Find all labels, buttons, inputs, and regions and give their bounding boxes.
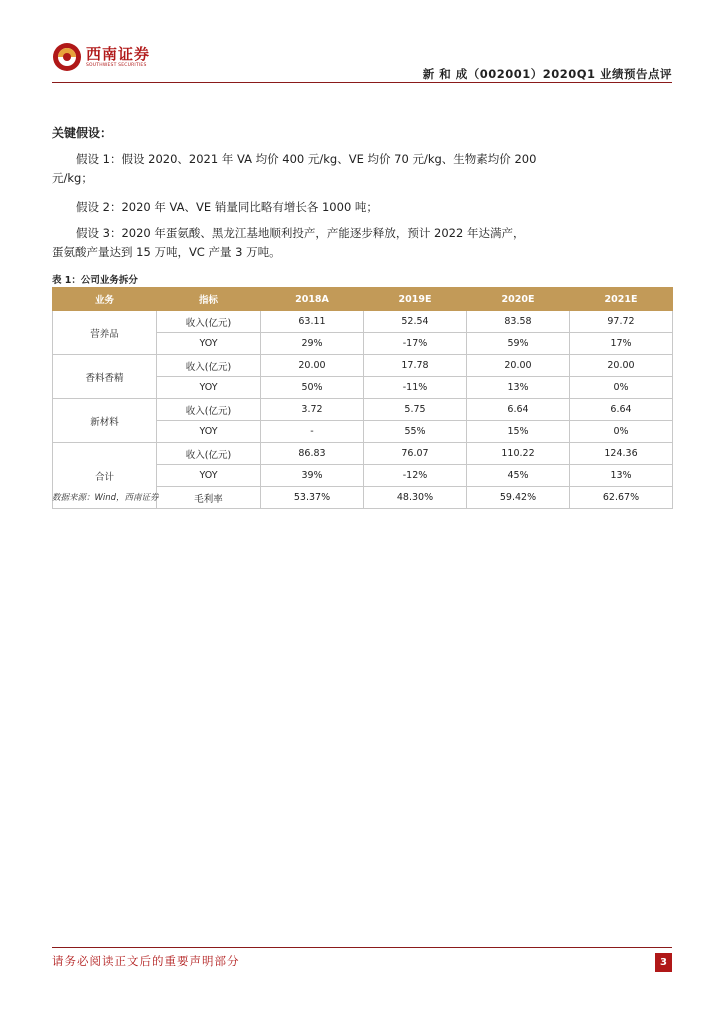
- table-cell: 83.58: [467, 311, 570, 333]
- assumption-3: [52, 224, 542, 262]
- metric-label: 收入(亿元): [157, 355, 261, 377]
- company-logo: [52, 42, 150, 72]
- table-caption: 表 1：公司业务拆分: [52, 275, 138, 286]
- column-header: 指标: [157, 288, 261, 311]
- table-cell: 39%: [261, 465, 364, 487]
- column-header: 2018A: [261, 288, 364, 311]
- table-cell: 20.00: [467, 355, 570, 377]
- table-cell: 59%: [467, 333, 570, 355]
- table-cell: 76.07: [364, 443, 467, 465]
- table-cell: 48.30%: [364, 487, 467, 509]
- table-cell: 62.67%: [570, 487, 673, 509]
- assumption-3-line-2: 蛋氨酸产量达到 15 万吨，VC 产量 3 万吨。: [52, 245, 281, 259]
- metric-label: 收入(亿元): [157, 311, 261, 333]
- table-cell: 17.78: [364, 355, 467, 377]
- table-cell: 13%: [570, 465, 673, 487]
- logo-chinese-name: 西南证券: [86, 45, 151, 63]
- table-row: [53, 399, 673, 421]
- table-cell: 52.54: [364, 311, 467, 333]
- assumption-3-line-1: 假设 3：2020 年蛋氨酸、黑龙江基地顺利投产，产能逐步释放，预计 2022 年达满产，: [76, 226, 525, 240]
- metric-label: YOY: [157, 377, 261, 399]
- table-cell: 86.83: [261, 443, 364, 465]
- metric-label: 收入(亿元): [157, 399, 261, 421]
- table-cell: -17%: [364, 333, 467, 355]
- table-cell: 55%: [364, 421, 467, 443]
- table-row: [53, 443, 673, 465]
- disclaimer-note: 请务必阅读正文后的重要声明部分: [52, 954, 240, 968]
- column-header: 业务: [53, 288, 157, 311]
- table-cell: 5.75: [364, 399, 467, 421]
- business-segment: 营养品: [53, 311, 157, 355]
- business-segment: 新材料: [53, 399, 157, 443]
- table-cell: 15%: [467, 421, 570, 443]
- report-title: 新 和 成（002001）2020Q1 业绩预告点评: [422, 67, 672, 81]
- logo-english-name: SOUTHWEST SECURITIES: [86, 63, 147, 68]
- table-row: [53, 355, 673, 377]
- assumption-1: [52, 150, 542, 188]
- header-divider: [52, 82, 672, 83]
- table-cell: 13%: [467, 377, 570, 399]
- table-cell: 20.00: [570, 355, 673, 377]
- assumption-1-line-2: 元/kg；: [52, 171, 93, 185]
- column-header: 2019E: [364, 288, 467, 311]
- table-cell: 17%: [570, 333, 673, 355]
- page-number: 3: [655, 953, 672, 972]
- table-cell: 3.72: [261, 399, 364, 421]
- metric-label: 收入(亿元): [157, 443, 261, 465]
- table-cell: 97.72: [570, 311, 673, 333]
- column-header: 2021E: [570, 288, 673, 311]
- data-source-note: 数据来源：Wind，西南证券: [52, 493, 159, 503]
- table-row: [53, 311, 673, 333]
- table-cell: -: [261, 421, 364, 443]
- table-cell: 50%: [261, 377, 364, 399]
- table-cell: 6.64: [570, 399, 673, 421]
- business-segment: 香料香精: [53, 355, 157, 399]
- business-breakdown-table: [52, 287, 673, 509]
- section-heading: 关键假设：: [52, 126, 113, 140]
- table-cell: 59.42%: [467, 487, 570, 509]
- business-segment: 合计: [53, 443, 157, 509]
- table-cell: 6.64: [467, 399, 570, 421]
- table-cell: -11%: [364, 377, 467, 399]
- table-cell: 53.37%: [261, 487, 364, 509]
- table-cell: 63.11: [261, 311, 364, 333]
- table-cell: -12%: [364, 465, 467, 487]
- table-cell: 0%: [570, 377, 673, 399]
- metric-label: YOY: [157, 421, 261, 443]
- table-cell: 29%: [261, 333, 364, 355]
- logo-emblem-icon: [52, 42, 82, 72]
- table-cell: 124.36: [570, 443, 673, 465]
- assumption-1-line-1: 假设 1：假设 2020、2021 年 VA 均价 400 元/kg、VE 均价 70 元/kg、生物素均价 200: [76, 152, 537, 166]
- metric-label: YOY: [157, 465, 261, 487]
- table-cell: 0%: [570, 421, 673, 443]
- column-header: 2020E: [467, 288, 570, 311]
- table-cell: 45%: [467, 465, 570, 487]
- table-cell: 110.22: [467, 443, 570, 465]
- assumption-2: 假设 2：2020 年 VA、VE 销量同比略有增长各 1000 吨；: [76, 200, 378, 214]
- table-header-row: [53, 288, 673, 311]
- footer-divider: [52, 947, 672, 948]
- metric-label: 毛利率: [157, 487, 261, 509]
- metric-label: YOY: [157, 333, 261, 355]
- table-cell: 20.00: [261, 355, 364, 377]
